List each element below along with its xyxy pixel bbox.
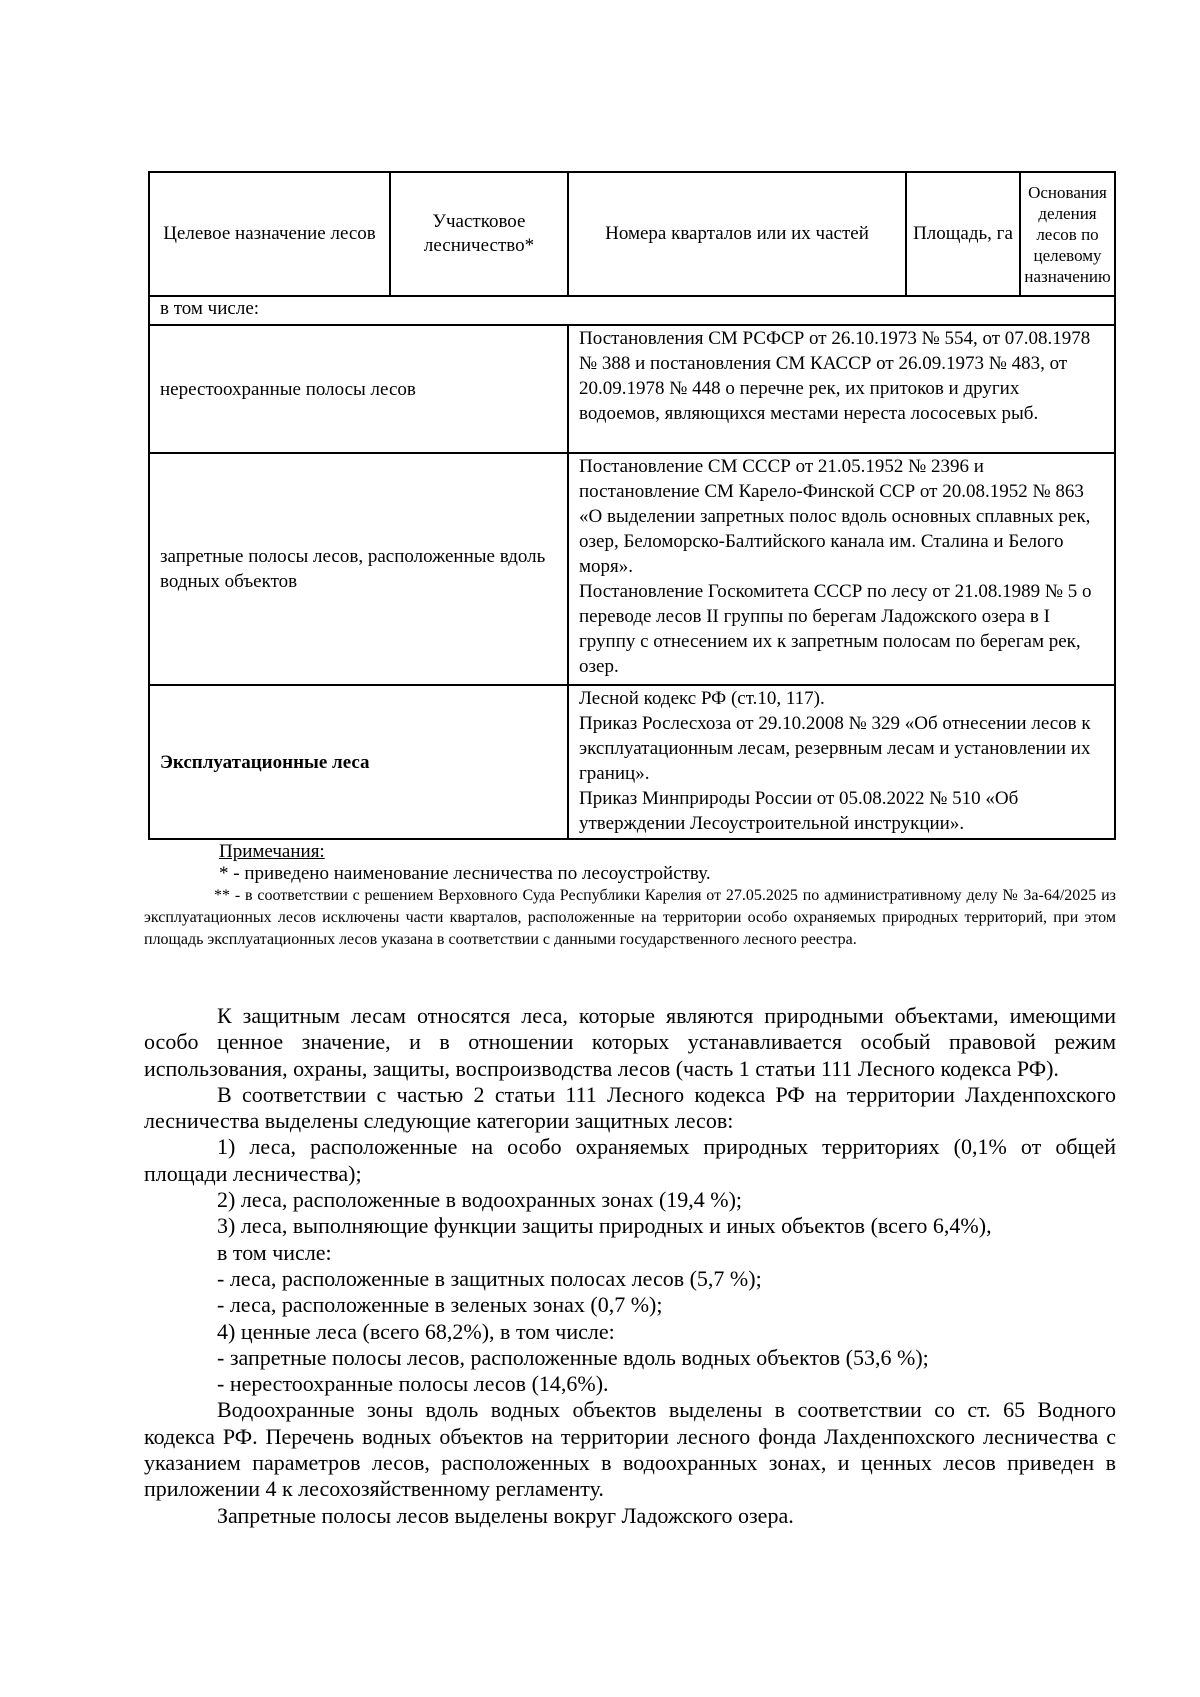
table-header-row (149, 172, 1115, 296)
basis-doc-2: Приказ Рослесхоза от 29.10.2008 № 329 «Об отнесении лесов к эксплуатационным лесам, резервным лесам и установлении их границ». (579, 713, 1091, 784)
basis-doc-3: Приказ Минприроды России от 05.08.2022 № 510 «Об утверждении Лесоустроительной инструкции». (579, 788, 1019, 834)
list-item: - нерестоохранные полосы лесов (14,6%). (217, 1371, 609, 1397)
list-item: 3) леса, выполняющие функции защиты природных и иных объектов (всего 6,4%), (217, 1213, 992, 1239)
forest-purpose-table (148, 171, 1116, 840)
list-item: 2) леса, расположенные в водоохранных зонах (19,4 %); (217, 1187, 743, 1213)
header-basis: Основания деления лесов по целевому назначению (1020, 172, 1115, 296)
notes-title: Примечания: (219, 841, 325, 862)
row-basis-prohibited-strips (568, 453, 1115, 685)
notes-section (144, 841, 1116, 951)
list-item: 1) леса, расположенные на особо охраняемых природных территориях (0,1% от общей площади лесничества); (144, 1134, 1116, 1186)
row-basis-exploitation (568, 685, 1115, 839)
subheader-cell: в том числе: (149, 296, 1115, 325)
list-item: - леса, расположенные в защитных полосах лесов (5,7 %); (217, 1265, 762, 1291)
table-row (149, 325, 1115, 453)
note-1: * - приведено наименование лесничества по лесоустройству. (219, 863, 711, 884)
table-row (149, 685, 1115, 839)
header-purpose: Целевое назначение лесов (149, 172, 390, 296)
header-district: Участковое лесничество* (390, 172, 568, 296)
basis-doc-1: Постановление СМ СССР от 21.05.1952 № 2396 и постановление СМ Карело-Финской ССР от 20.08.1952 № 863 «О выделении запретных полос вдоль основных сплавных рек, озер, Беломорско-Балтийского канала им. Сталина и Белого моря». (579, 456, 1091, 577)
paragraph: К защитным лесам относятся леса, которые являются природными объектами, имеющими особо ценное значение, и в отношении которых устанавливается особый правовой режим использования, охраны, защиты, воспроизводства лесов (часть 1 статьи 111 Лесного кодекса РФ). (144, 1003, 1116, 1081)
table-subheader-row (149, 296, 1115, 325)
body-text (144, 1003, 1116, 1529)
row-label-exploitation: Эксплуатационные леса (149, 685, 568, 839)
list-item: - леса, расположенные в зеленых зонах (0,7 %); (217, 1292, 663, 1318)
list-item: в том числе: (217, 1239, 332, 1265)
list-item: 4) ценные леса (всего 68,2%), в том числе: (217, 1318, 615, 1344)
row-label-prohibited-strips: запретные полосы лесов, расположенные вдоль водных объектов (149, 453, 568, 685)
table-row (149, 453, 1115, 685)
paragraph: В соответствии с частью 2 статьи 111 Лесного кодекса РФ на территории Лахденпохского лесничества выделены следующие категории защитных лесов: (144, 1081, 1116, 1134)
row-basis-spawning: Постановления СМ РСФСР от 26.10.1973 № 554, от 07.08.1978 № 388 и постановления СМ КАССР от 26.09.1973 № 483, от 20.09.1978 № 448 о перечне рек, их притоков и других водоемов, являющихся местами нереста лососевых рыб. (568, 325, 1115, 453)
basis-doc-2: Постановление Госкомитета СССР по лесу от 21.08.1989 № 5 о переводе лесов II группы по берегам Ладожского озера в I группу с отнесением их к запретным полосам по берегам рек, озер. (579, 581, 1092, 677)
row-label-spawning: нерестоохранные полосы лесов (149, 325, 568, 453)
paragraph: Запретные полосы лесов выделены вокруг Ладожского озера. (217, 1502, 794, 1528)
header-quarters: Номера кварталов или их частей (568, 172, 906, 296)
basis-doc-1: Лесной кодекс РФ (ст.10, 117). (579, 688, 825, 709)
note-2: ** - в соответствии с решением Верховного Суда Республики Карелия от 27.05.2025 по административному делу № 3а-64/2025 из эксплуатационных лесов исключены части кварталов, расположенные на территории особо охраняемых природных территорий, при этом площадь эксплуатационных лесов указана в соответствии с данными государственного лесного реестра. (144, 887, 1116, 948)
header-area: Площадь, га (906, 172, 1020, 296)
list-item: - запретные полосы лесов, расположенные вдоль водных объектов (53,6 %); (217, 1344, 929, 1370)
paragraph: Водоохранные зоны вдоль водных объектов выделены в соответствии со ст. 65 Водного кодекса РФ. Перечень водных объектов на территории лесного фонда Лахденпохского лесничества с указанием параметров лесов, расположенных в водоохранных зонах, и ценных лесов приведен в приложении 4 к лесохозяйственному регламенту. (144, 1397, 1116, 1502)
